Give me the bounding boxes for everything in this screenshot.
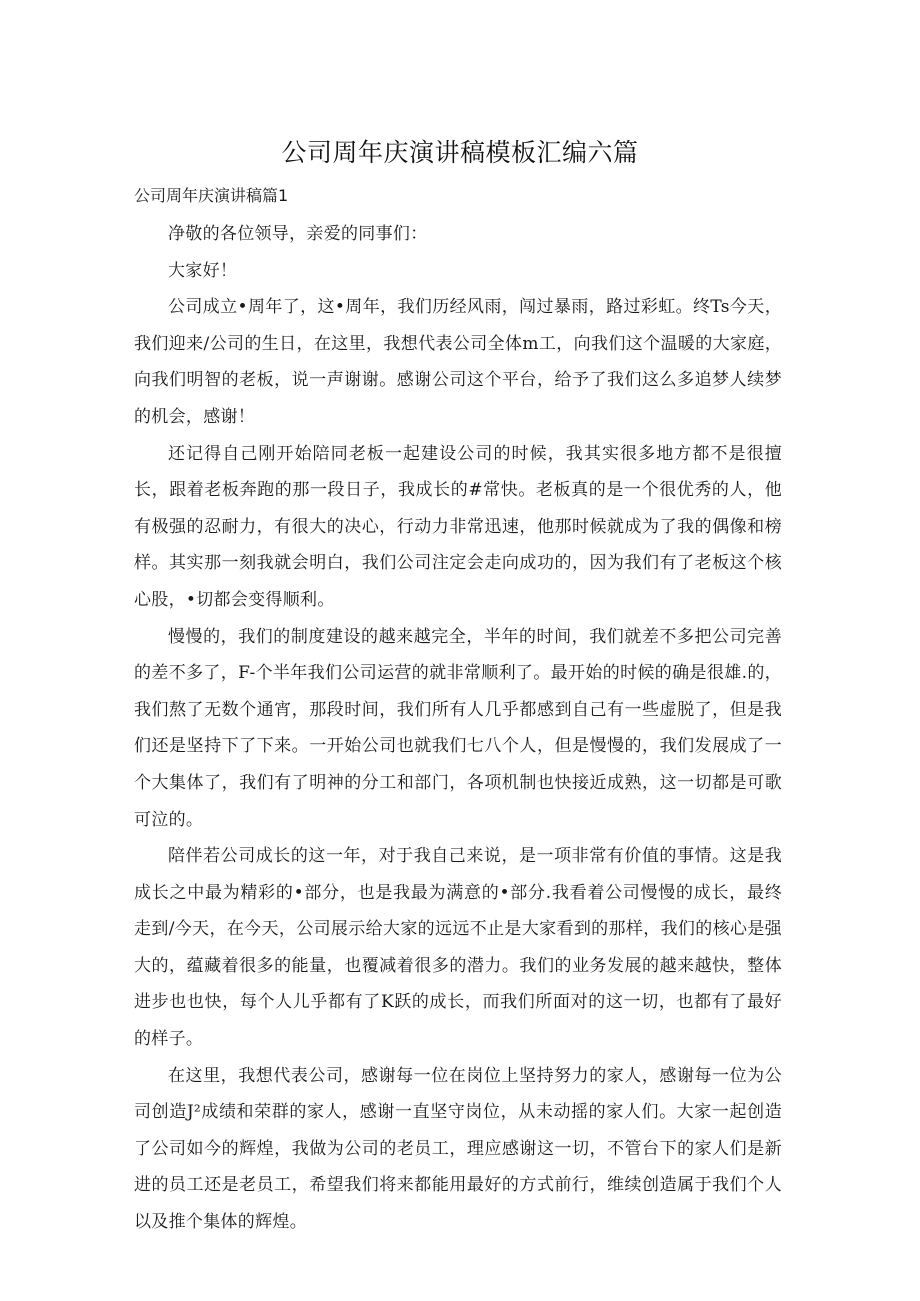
document-title: 公司周年庆演讲稿模板汇编六篇	[281, 138, 639, 167]
paragraph: 在这里，我想代表公司，感谢每一位在岗位上坚持努力的家人，感谢每一位为公司创造J²成绩和荣群的家人，感谢一直坚守岗位，从未动摇的家人们。大家一起创造了公司如今的辉煌，我做为公司的老员工，理应感谢这一切，不管台下的家人们是新进的员工还是老员工，希望我们将来都能用最好的方式前行，维续创造属于我们个人以及推个集体的辉煌。	[134, 1065, 782, 1233]
document-body	[134, 216, 782, 1241]
paragraph-salutation: 净敬的各位领导，亲爱的同事们：	[168, 224, 428, 244]
section-heading: 公司周年庆演讲稿篇1	[134, 186, 289, 205]
paragraph: 陪伴若公司成长的这一年，对于我自己来说，是一项非常有价值的事情。这是我成长之中最为精彩的•部分，也是我最为满意的•部分.我看着公司慢慢的成长，最终走到/今天，在今天，公司展示给大家的远远不止是大家看到的那样，我们的核心是强大的，蕴藏着很多的能量，也覆减着很多的潜力。我们的业务发展的越来越快，整体进步也也快，每个人儿乎都有了K跃的成长，而我们所面对的这一切，也都有了最好的样子。	[134, 846, 782, 1050]
paragraph: 慢慢的，我们的制度建设的越来越完全，半年的时间，我们就差不多把公司完善的差不多了，F-个半年我们公司运营的就非常顺利了。最开始的时候的确是很雄.的，我们熬了无数个通宵，那段时间，我们所有人几乎都感到自己有一些虚脱了，但是我们还是坚持下了下来。一开始公司也就我们七八个人，但是慢慢的，我们发展成了一个大集体了，我们有了明神的分工和部门，各项机制也快接近成熟，这一切都是可歌可泣的。	[134, 626, 782, 830]
paragraph: 还记得自己刚开始陪同老板一起建设公司的时候，我其实很多地方都不是很擅长，跟着老板奔跑的那一段日子，我成长的#常快。老板真的是一个很优秀的人，他有极强的忍耐力，有很大的决心，行动力非常迅速，他那时候就成为了我的偶像和榜样。其实那一刻我就会明白，我们公司注定会走向成功的，因为我们有了老板这个核心股，•切都会变得顺利。	[134, 443, 782, 610]
paragraph: 公司成立•周年了，这•周年，我们历经风雨，闯过暴雨，路过彩虹。终Ts今天，我们迎来/公司的生日，在这里，我想代表公司全体m工，向我们这个温暖的大家庭，向我们明智的老板，说一声谢谢。感谢公司这个平台，给予了我们这么多追梦人续梦的机会，感谢！	[134, 297, 782, 427]
paragraph-greeting: 大家好！	[168, 260, 238, 281]
